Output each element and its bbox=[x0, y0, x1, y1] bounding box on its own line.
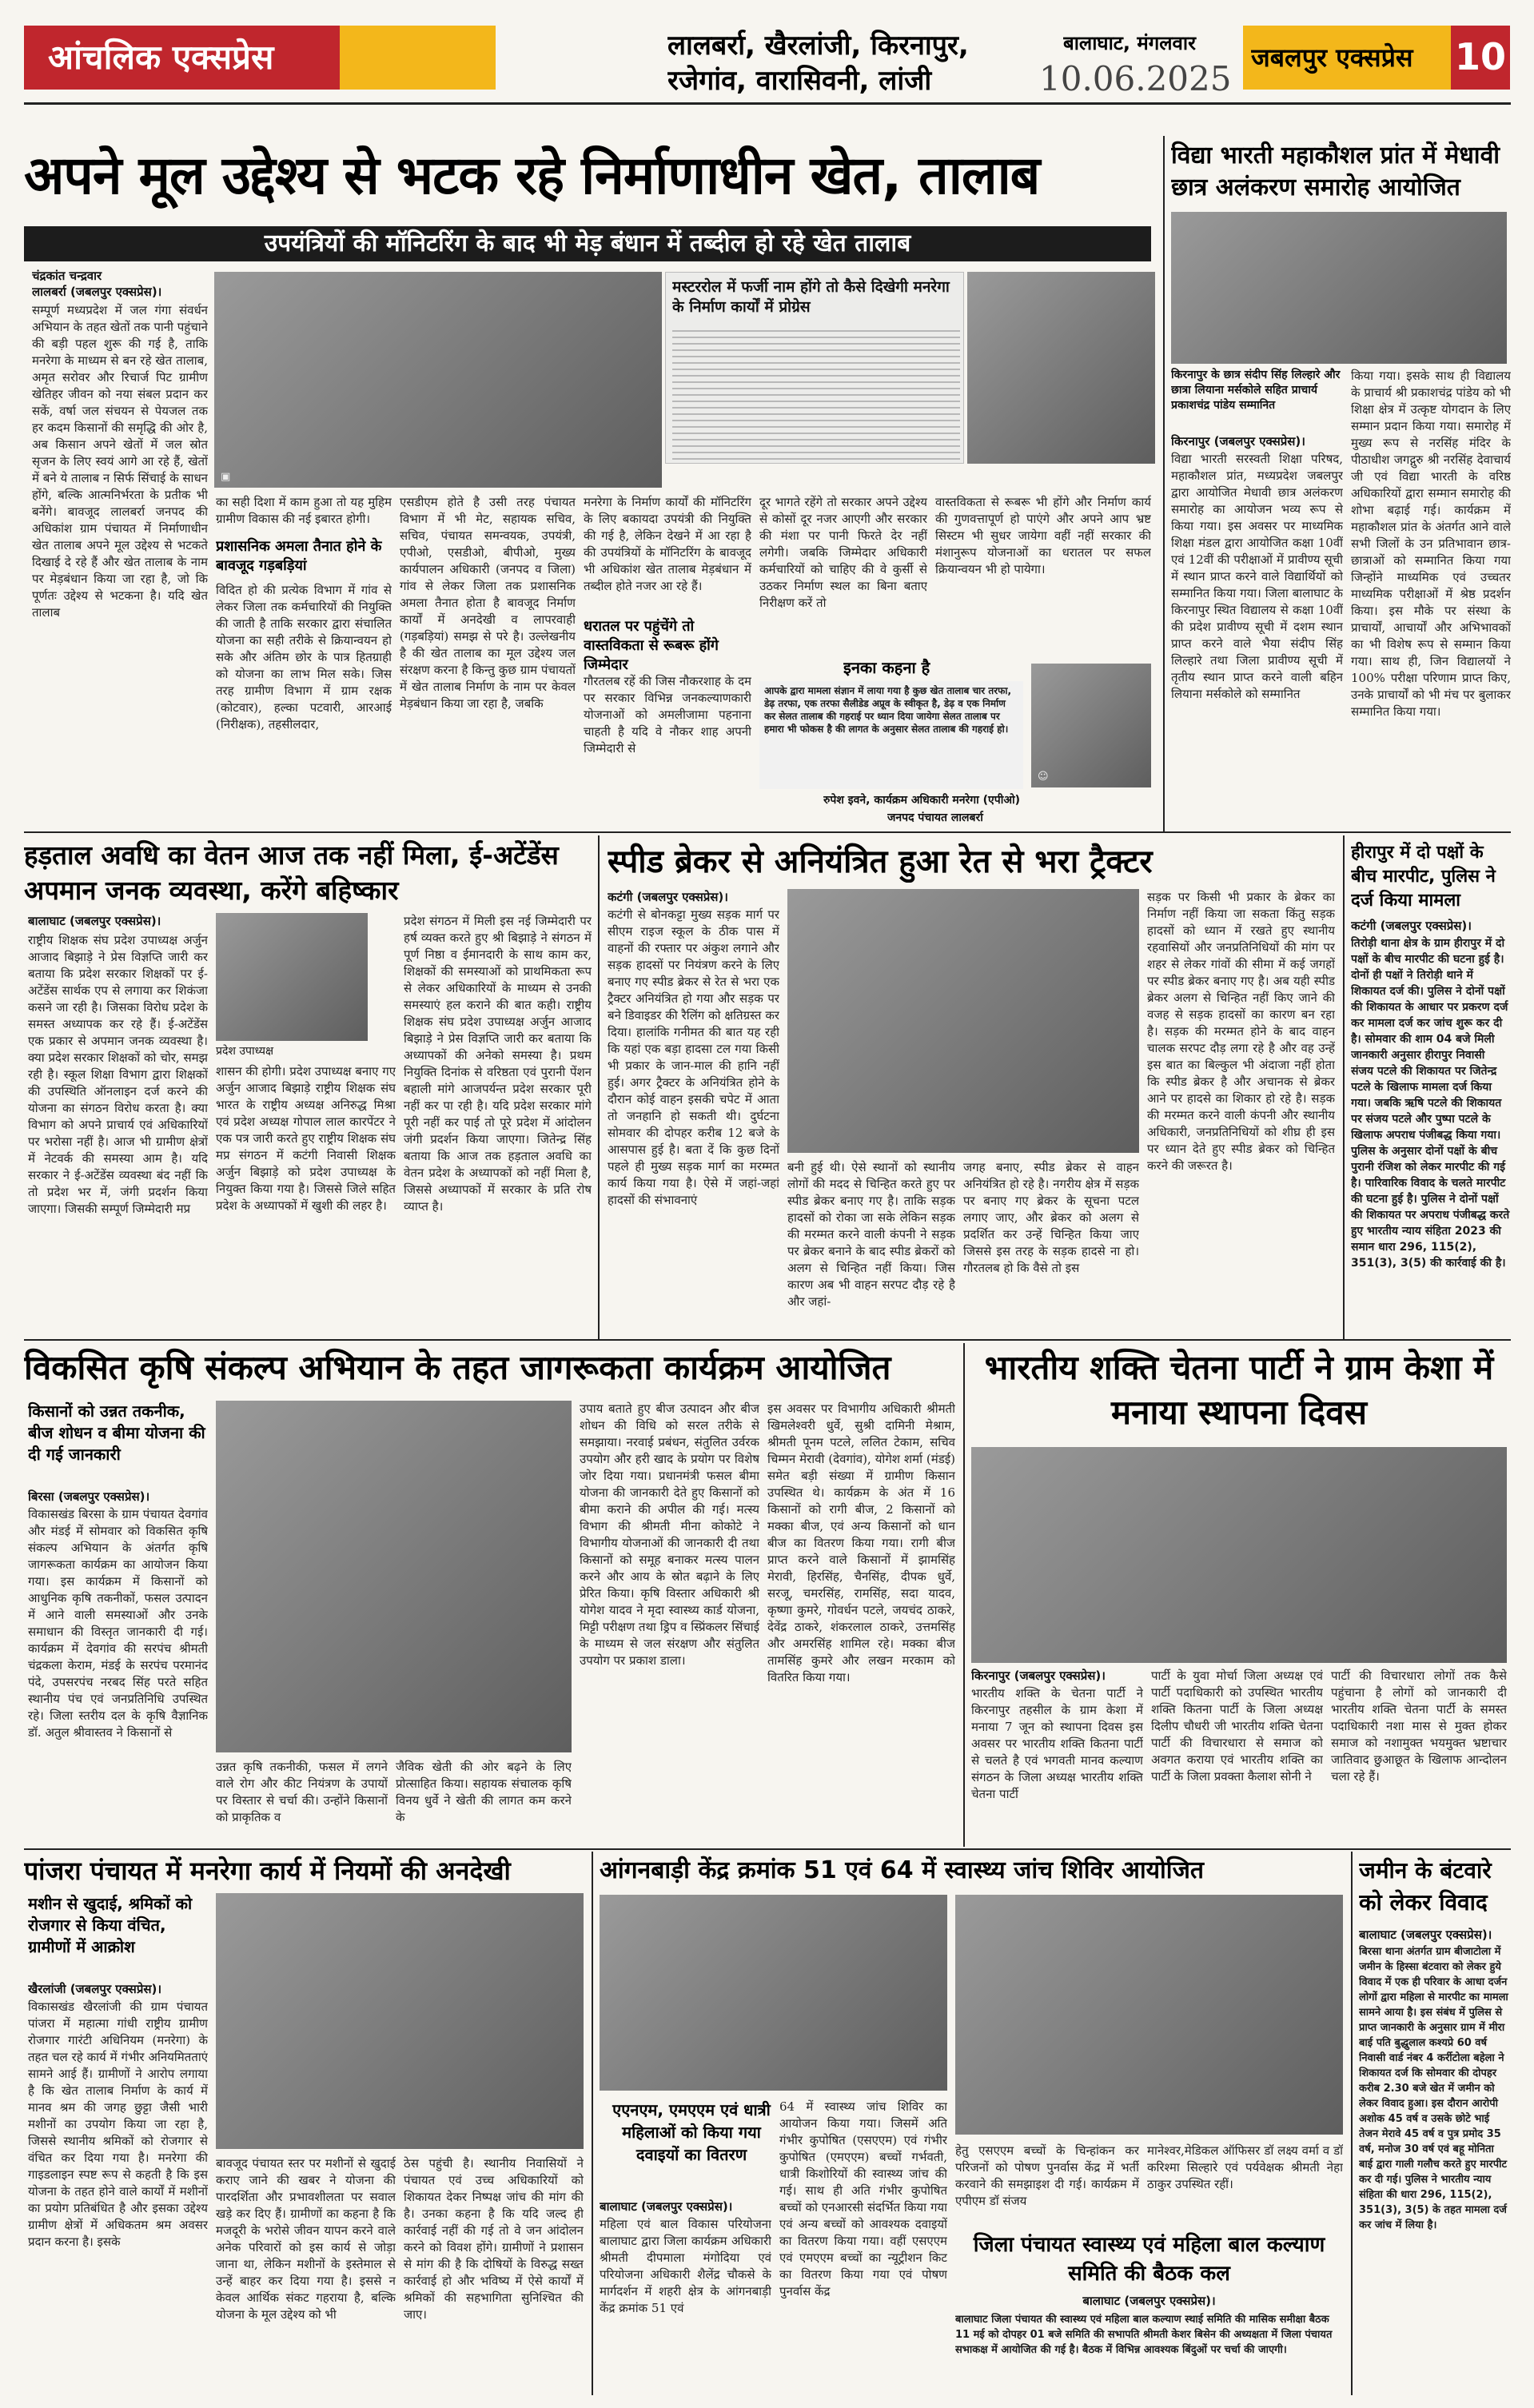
lead-byline-place: लालबर्रा (जबलपुर एक्सप्रेस)। bbox=[32, 285, 162, 299]
anganwadi-subhead: एएनएम, एमएएम एवं धात्री महिलाओं को किया गया दवाइयों का वितरण bbox=[612, 2100, 771, 2164]
panjra-photo bbox=[216, 1893, 584, 2149]
divider-anganwadi-jameen bbox=[1351, 1852, 1353, 2395]
lead-col-3: एसडीएम होते है उसी तरह पंचायत विभाग में भी मेट, सहायक सचिव, सचिव, पंचायत समन्वयक, उपयंत्री, एपीओ, एसडीओ, बीपीओ, मुख्य कार्यपालन अधिकारी (जनपद व जिला) गांव से लेकर जिला तक प्रशासनिक अमला तैनात होता है बावजूद निर्माण कार्यों में अनदेखी व लापरवाही (गड़बड़ियां) समझ से परे है। उल्लेखनीय है की खेत तालाब का मूल उद्देश्य जल संरक्षण करना है किन्तु कुछ ग्राम पंचायतों में खेत तालाब निर्माण के नाम पर केवल मेड़बंधान किया जा रहा है, जबकि bbox=[400, 495, 576, 711]
section-banner-accent bbox=[340, 26, 496, 90]
issue-date: 10.06.2025 bbox=[1039, 59, 1232, 98]
anganwadi-byline: बालाघाट (जबलपुर एक्सप्रेस)। bbox=[600, 2199, 733, 2214]
speed-col-1: कटंगी से बोनकट्टा मुख्य सड़क मार्ग पर सीएम राइज स्कूल के ठीक पास में वाहनों की रफ्तार पर अंकुश लगाने और सड़क हादसों पर नियंत्रण करने के लिए बनाए गए स्पीड ब्रेकर से रेत से भरा एक ट्रैक्टर अनियंत्रित हो गया और सड़क पर बने डिवाइडर की रैलिंग को क्षतिग्रस्त कर दिया। हालांकि गनीमत की बात यह रही कि यहां एक बड़ा हादसा टल गया किसी भी प्रकार के जान-माल की हानि नहीं हुई। अगर ट्रैक्टर के अनियंत्रित होने के दौरान कोई वाहन इसकी चपेट में आता तो जनहानि हो सकती थी। दुर्घटना सोमवार की दोपहर करीब 12 बजे के आसपास हुई है। बता दें कि कुछ दिनों पहले ही मुख्य सड़क मार्ग का मरम्मत कार्य किया गया है। ऐसे में जहां-जहां हादसों की संभावनाएं bbox=[608, 907, 779, 1207]
anganwadi-col-4: मानेश्वर,मेडिकल ऑफिसर डॉ लक्ष्य वर्मा व डॉ करिश्मा सिल्हारे एवं पर्यवेक्षक श्रीमती नेहा ठाकुर उपस्थित रहीं। bbox=[1147, 2143, 1343, 2191]
krishi-headline: विकसित कृषि संकल्प अभियान के तहत जागरूकता कार्यक्रम आयोजित bbox=[24, 1348, 891, 1387]
speed-col-2: बनी हुई थी। ऐसे स्थानों को स्थानीय लोगों की मदद से चिन्हित करते हुए पर स्पीड ब्रेकर बनाए गए है। ताकि सड़क हादसों को रोका जा सके लेकिन सड़क की मरम्मत करने वाली कंपनी ने सड़क पर ब्रेकर बनाने के बाद स्पीड ब्रेकरों को अलग से चिन्हित नहीं किया। जिस कारण अब भी वाहन सरपट दौड़ रहे है और जहां- bbox=[787, 1160, 955, 1309]
divider-strike-speed bbox=[598, 835, 600, 1339]
speed-byline: कटंगी (जबलपुर एक्सप्रेस)। bbox=[608, 890, 728, 904]
panjra-col-3: ठेस पहुंची है। स्थानीय निवासियों ने पंचायत एवं उच्च अधिकारियों को शिकायत देकर निष्पक्ष जांच की मांग की है। उनका कहना है कि यदि जल्द ही कार्रवाई नहीं की गई तो वे जन आंदोलन करने को विवश होंगे। ग्रामीणों ने प्रशासन से मांग की है कि दोषियों के विरुद्ध सख्त कार्रवाई हो और भविष्य में ऐसे कार्यों में श्रमिकों की सहभागिता सुनिश्चित की जाए। bbox=[404, 2156, 584, 2322]
strike-headline: हड़ताल अवधि का वेतन आज तक नहीं मिला, ई-अटेंडेंस अपमान जनक व्यवस्था, करेंगे बहिष्कार bbox=[24, 839, 559, 906]
bsc-byline: किरनापुर (जबलपुर एक्सप्रेस)। bbox=[971, 1668, 1106, 1683]
lead-subhead: उपयंत्रियों की मॉनिटरिंग के बाद भी मेड़ बंधान में तब्दील हो रहे खेत तालाब bbox=[264, 229, 911, 257]
lead-col-4b: गौरतलब रहें की जिस नौकरशाह के दम पर सरकार विभिन्न जनकल्याणकारी योजनाओं को अमलीजामा पहनाना चाहती है यदि वे नौकर शाह अपनी जिम्मेदारी से bbox=[584, 674, 751, 755]
anganwadi-headline: आंगनबाड़ी केंद्र क्रमांक 51 एवं 64 में स्वास्थ्य जांच शिविर आयोजित bbox=[600, 1856, 1204, 1884]
lead-col-4-subhead: धरातल पर पहुंचेंगे तो वास्तविकता से रूबरू होंगे जिम्मेदार bbox=[584, 618, 719, 673]
divider-row2 bbox=[24, 831, 1511, 833]
divider-panjra-anganwadi bbox=[592, 1852, 593, 2395]
quote-box bbox=[759, 681, 1023, 789]
jameen-headline: जमीन के बंटवारे को लेकर विवाद bbox=[1359, 1857, 1492, 1916]
anganwadi-photo-2 bbox=[955, 1895, 1343, 2135]
panjra-headline: पांजरा पंचायत में मनरेगा कार्य में नियमों की अनदेखी bbox=[24, 1856, 511, 1886]
paper-name: जबलपुर एक्सप्रेस bbox=[1251, 42, 1413, 73]
jameen-text: बिरसा थाना अंतर्गत ग्राम बीजाटोला में जमीन के हिस्सा बंटवारा को लेकर हुये विवाद में एक ही परिवार के आधा दर्जन लोगों द्वारा महिला से मारपीट का मामला सामने आया है। इस संबंध में पुलिस से प्राप्त जानकारी के अनुसार ग्राम में मीरा बाई पति बुद्धुलाल कश्यप्रे 60 वर्ष निवासी वार्ड नंबर 4 कर्रीटोला बहेला ने शिकायत दर्ज कि सोमवार की दोपहर करीब 2.30 बजे खेत में जमीन को लेकर विवाद हुआ। इस दौरान आरोपी अशोक 45 वर्ष व उसके छोटे भाई तेजन मेरावे 45 वर्ष व पुत्र प्रमोद 35 वर्ष, मनोज 30 वर्ष एवं बहू मोनिता बाई द्वारा गाली गलौच करते हुए मारपीट कर दी गई। पुलिस ने भारतीय न्याय संहिता की धारा 296, 115(2), 351(3), 3(5) के तहत मामला दर्ज कर जांच में लिया है। bbox=[1359, 1946, 1508, 2231]
lead-byline-name: चंद्रकांत चन्द्रवार bbox=[32, 269, 102, 283]
divider-speed-heerapur bbox=[1343, 835, 1345, 1339]
krishi-photo-collage bbox=[216, 1401, 572, 1752]
heerapur-text: तिरोड़ी थाना क्षेत्र के ग्राम हीरापुर में दो पक्षों के बीच मारपीट की घटना हुई है। दोनों ही पक्षों ने तिरोड़ी थाने में शिकायत दर्ज की। पुलिस ने दोनों पक्षों की शिकायत के आधार पर प्रकरण दर्ज कर मामला दर्ज कर जांच शुरू कर दी है। सोमवार की शाम 04 बजे मिली जानकारी अनुसार हीरापुर निवासी संजय पटले की शिकायत पर जितेन्द्र पटले के खिलाफ मामला दर्ज किया गया। जबकि ऋषि पटले की शिकायत पर संजय पटले और पुष्पा पटले के खिलाफ अपराध पंजीबद्ध किया गया। पुलिस के अनुसार दोनों पक्षों के बीच पुरानी रंजिश को लेकर मारपीट की गई है। पारिवारिक विवाद के चलते मारपीट की घटना हुई है। पुलिस ने दोनों पक्षों की शिकायत पर अपराध पंजीबद्ध करते हुए भारतीय न्याय संहिता 2023 की समान धारा 296, 115(2), 351(3), 3(5) की कार्रवाई की है। bbox=[1351, 937, 1510, 1270]
vidya-headline: विद्या भारती महाकौशल प्रांत में मेधावी छात्र अलंकरण समारोह आयोजित bbox=[1171, 142, 1500, 201]
person-icon: ☺ bbox=[1038, 771, 1049, 783]
zila-byline: बालाघाट (जबलपुर एक्सप्रेस)। bbox=[1082, 2294, 1216, 2308]
lead-col-2-subhead: प्रशासनिक अमला तैनात होने के बावजूद गड़बड़ियां bbox=[216, 538, 382, 574]
quote-org: जनपद पंचायत लालबर्रा bbox=[887, 811, 983, 824]
bsc-col-2: पार्टी के युवा मोर्चा जिला अध्यक्ष एवं पार्टी पदाधिकारी को उपस्थित भारतीय शक्ति कितना पार्टी के जिला अध्यक्ष दिलीप चौधरी जी भारतीय शक्ति चेतना पार्टी की विचारधारा से समाज को अवगत कराया एवं भारतीय शक्ति का पार्टी के जिला प्रवक्ता कैलाश सोनी ने bbox=[1151, 1668, 1323, 1784]
anganwadi-col-2: 64 में स्वास्थ्य जांच शिविर का आयोजन किया गया। जिसमें अति गंभीर कुपोषित (एसएएम) एवं गंभीर कुपोषित (एमएएम) बच्चों गर्भवती, धात्री किशोरियों की स्वास्थ्य जांच की गई। साथ ही अति गंभीर कुपोषित बच्चों को एनआरसी संदर्भित किया गया एवं अन्य बच्चों को आवश्यक दवाइयों का वितरण किया गया। वहीं एसएएम एवं एमएएम बच्चों का न्यूट्रीशन किट का वितरण किया गया एवं पोषण पुनर्वास केंद्र bbox=[779, 2099, 947, 2298]
divider-row4 bbox=[24, 1848, 1511, 1850]
places-line1: लालबर्रा, खैरलांजी, किरनापुर, bbox=[667, 30, 969, 62]
jameen-byline: बालाघाट (जबलपुर एक्सप्रेस)। bbox=[1359, 1928, 1492, 1942]
quote-portrait bbox=[1031, 664, 1151, 787]
bsc-col-3: पार्टी की विचारधारा लोगों तक कैसे पहुंचाना है लोगों को जानकारी दी भारतीय शक्ति चेतना पार्टी के समस्त पदाधिकारी नशा मास से मुक्त होकर समाज को नशामुक्त भयमुक्त भ्रष्टाचार जातिवाद छुआछूत के खिलाफ आन्दोलन चला रहे हैं। bbox=[1331, 1668, 1507, 1784]
vidya-byline: किरनापुर (जबलपुर एक्सप्रेस)। bbox=[1171, 434, 1305, 449]
panjra-col-2: बावजूद पंचायत स्तर पर मशीनों से खुदाई कराए जाने की खबर ने योजना की पारदर्शिता और प्रभावशीलता पर सवाल खड़े कर दिए हैं। ग्रामीणों का कहना है कि मजदूरी के भरोसे जीवन यापन करने वाले अनेक परिवारों को इस कार्य से जोड़ा जाना था, लेकिन मशीनों के इस्तेमाल से उन्हें बाहर कर दिया गया है। इससे न केवल आर्थिक संकट गहराया है, बल्कि योजना के मूल उद्देश्य को भी bbox=[216, 2156, 396, 2322]
zila-text: बालाघाट जिला पंचायत की स्वास्थ्य एवं महिला बाल कल्याण स्थाई समिति की मासिक समीक्षा बैठक 11 मई को दोपहर 01 बजे समिति की सभापति श्रीमती केशर बिसेन की अध्यक्षता में जिला पंचायत सभाकक्ष में आयोजित की गई है। बैठक में विभिन्न आवश्यक बिंदुओं पर चर्चा की जाएगी। bbox=[955, 2314, 1333, 2356]
quote-by: रुपेश इवने, कार्यक्रम अधिकारी मनरेगा (एपीओ) bbox=[823, 794, 1021, 807]
strike-portrait bbox=[216, 913, 368, 1041]
page-number: 10 bbox=[1454, 35, 1506, 78]
speed-col-3: जगह बनाए, स्पीड ब्रेकर से वाहन अनियंत्रित हो रहे है। नगरीय क्षेत्र में सड़क पर बनाए गए ब्रेकर के सूचना पटल लगाए जाए, और ब्रेकर को अलग से प्रदर्शित कर उन्हें चिन्हित किया जाए जिससे इस तरह के सड़क हादसे ना हो। गौरतलब हो कि वैसे तो इस bbox=[963, 1160, 1139, 1275]
strike-col-2: शासन की होगी। प्रदेश उपाध्यक्ष बनाए गए अर्जुन आजाद बिझाड़े राष्ट्रीय शिक्षक संघ भारत के राष्ट्रीय अध्यक्ष अनिरुद्ध मिश्रा एवं प्रदेश अध्यक्ष गोपाल लाल कारपेंटर ने एक पत्र जारी करते हुए राष्ट्रीय शिक्षक संघ मप्र संगठन में कटंगी निवासी शिक्षक अर्जुन बिझाड़े को प्रदेश उपाध्यक्ष के नियुक्त किया गया है। जिससे जिले सहित प्रदेश के अध्यापकों में खुशी की लहर है। bbox=[216, 1064, 396, 1213]
clipping-body bbox=[672, 325, 960, 460]
zila-headline: जिला पंचायत स्वास्थ्य एवं महिला बाल कल्याण समिति की बैठक कल bbox=[973, 2233, 1325, 2286]
bsc-headline: भारतीय शक्ति चेतना पार्टी ने ग्राम केशा में मनाया स्थापना दिवस bbox=[984, 1348, 1494, 1432]
lead-col-2: का सही दिशा में काम हुआ तो यह मुहिम ग्रामीण विकास की नई इबारत होगी। bbox=[216, 495, 392, 526]
panjra-byline: खैरलांजी (जबलपुर एक्सप्रेस)। bbox=[28, 1982, 162, 1996]
anganwadi-photo-1 bbox=[600, 1895, 947, 2091]
masthead-rule bbox=[24, 102, 1511, 105]
heerapur-byline: कटंगी (जबलपुर एक्सप्रेस)। bbox=[1351, 919, 1472, 933]
vidya-col-2: किया गया। इसके साथ ही विद्यालय के प्राचार्य श्री प्रकाशचंद्र पांडेय को भी शिक्षा क्षेत्र में उत्कृष्ट योगदान के लिए सम्मान प्रदान किया गया। समारोह में मुख्य रूप से नरसिंह मंदिर के पीठाधीश जगद्गुरु श्री नरसिंह देवाचार्य जी एवं विद्या भारती के वरिष्ठ अधिकारियों द्वारा सम्मान समारोह की शोभा बढ़ाई गई। कार्यक्रम में महाकौशल प्रांत के अंतर्गत आने वाले सभी जिलों के उन प्रतिभावान छात्र-छात्राओं को सम्मानित किया गया जिन्होंने माध्यमिक एवं उच्चतर माध्यमिक परीक्षाओं में श्रेष्ठ प्रदर्शन किया। इस मौके पर संस्था के प्राचार्यों, आचार्यों और अभिभावकों का भी विशेष रूप से सम्मान किया गया। साथ ही, जिन विद्यालयों ने 100% परीक्षा परिणाम प्राप्त किए, उनके प्राचार्यों को भी मंच पर बुलाकर सम्मानित किया गया। bbox=[1351, 369, 1511, 719]
panjra-subhead: मशीन से खुदाई, श्रमिकों को रोजगार से किया वंचित, ग्रामीणों में आक्रोश bbox=[28, 1894, 193, 1956]
lead-clipping bbox=[665, 272, 964, 464]
krishi-subhead: किसानों को उन्नत तकनीक, बीज शोधन व बीमा योजना की दी गई जानकारी bbox=[28, 1401, 205, 1464]
lead-col-1: सम्पूर्ण मध्यप्रदेश में जल गंगा संवर्धन अभियान के तहत खेतों तक पानी पहुंचाने की बड़ी पहल शुरू की गई है, ताकि मनरेगा के माध्यम से बन रहे खेत तालाब, अमृत सरोवर और रिचार्ज पिट ग्रामीण खेतिहर जीवन को नया संबल प्रदान कर सकें, वर्षा जल संचयन से पेयजल तक हर कदम किसानों की समृद्धि की ओर है, अब किसान अपने खेतों में जल स्रोत सृजन के लिए स्वयं आगे आ रहे हैं, खेतों में बने ये तालाब न सिर्फ सिंचाई के साधन होंगे, बल्कि आत्मनिर्भरता के प्रतीक भी बनेंगे। बावजूद लालबर्रा जनपद की अधिकांश ग्राम पंचायत में निर्माणाधीन खेत तालाब अपने मूल उद्देश्य से भटकते दिखाई दे रहे हैं और खेत तालाब के नाम पर मेड़बंधान किया जा रहा है, जो कि पूर्णतः उद्देश्य से भटकना है। यदि खेत तालाब bbox=[32, 303, 208, 620]
lead-col-2b: विदित हो की प्रत्येक विभाग में गांव से लेकर जिला तक कर्मचारियों की नियुक्ति की जाती है ताकि सरकार द्वारा संचालित योजना का सही तरीके से क्रियान्वयन हो सके और अंतिम छोर के पात्र हितग्राही को योजना का लाभ मिल सके। जिस तरह ग्रामीण विभाग में ग्राम रक्षक (कोटवार), हल्का पटवारी, आरआई (निरीक्षक), तहसीलदार, bbox=[216, 583, 392, 732]
lead-col-4: मनरेगा के निर्माण कार्यों की मॉनिटरिंग के लिए बकायदा उपयंत्री की नियुक्ति की गई है, लेकिन देखने में आ रहा है की उपयंत्रियों के मॉनिटरिंग के बावजूद भी अधिकांश खेत तालाब मेड़बंधान में तब्दील होते नजर आ रहे हैं। bbox=[584, 495, 751, 593]
krishi-col-3: उपाय बताते हुए बीज उत्पादन और बीज शोधन की विधि को सरल तरीके से समझाया। नरवाई प्रबंधन, संतुलित उर्वरक उपयोग और हरी खाद के प्रयोग पर विशेष जोर दिया गया। प्रधानमंत्री फसल बीमा योजना की जानकारी देते हुए किसानों को बीमा कराने की अपील की गई। मत्स्य विभाग की श्रीमती मीना कोकोटे ने विभागीय योजनाओं की जानकारी दी तथा किसानों को समूह बनाकर मत्स्य पालन करने और आय के स्रोत बढ़ाने के लिए प्रेरित किया। कृषि विस्तार अधिकारी श्री योगेश यादव ने मृदा स्वास्थ्य कार्ड योजना, मिट्टी परीक्षण तथा ड्रिप व स्प्रिंकलर सिंचाई के माध्यम से जल संरक्षण और संतुलित उपयोग पर प्रकाश डाला। bbox=[580, 1401, 759, 1668]
vidya-caption: किरनापुर के छात्र संदीप सिंह लिल्हारे और छात्रा लियाना मर्सकोले सहित प्राचार्य प्रकाशचंद्र पांडेय सम्मानित bbox=[1171, 369, 1341, 412]
vidya-col-1: विद्या भारती सरस्वती शिक्षा परिषद, महाकौशल प्रांत, मध्यप्रदेश जबलपुर द्वारा आयोजित मेधावी छात्र अलंकरण समारोह का आयोजन भव्य रूप से किया गया। इस अवसर पर माध्यमिक शिक्षा मंडल द्वारा आयोजित कक्षा 10वीं एवं 12वीं की परीक्षाओं में प्रावीण्य सूची में स्थान प्राप्त करने वाले विद्यार्थियों को सम्मानित किया गया। जिला बालाघाट के किरनापुर स्थित विद्यालय से कक्षा 10वीं की प्रदेश प्रावीण्य सूची में दशम स्थान प्राप्त करने वाले भैया संदीप सिंह लिल्हारे तथा जिला प्रावीण्य सूची में तृतीय स्थान प्राप्त करने वाली बहिन लियाना मर्सकोले को सम्मानित bbox=[1171, 452, 1343, 701]
strike-byline: बालाघाट (जबलपुर एक्सप्रेस)। bbox=[28, 914, 161, 928]
quote-text: आपके द्वारा मामला संज्ञान में लाया गया है कुछ खेत तालाब चार तरफा, डेढ़ तरफा, एक तरफा सैलीडेड अप्रूव के स्वीकृत है, डेढ़ व एक निर्माण कर सेलत तालाब की गहराई पर ध्यान दिया जायेगा सेलत तालाब पर हमारा भी फोकस है की लागत के अनुसार सेलत तालाब की गहराई हो। bbox=[764, 685, 1012, 735]
divider-row3 bbox=[24, 1339, 1511, 1341]
vidya-photo bbox=[1171, 212, 1507, 364]
quote-title: इनका कहना है bbox=[843, 658, 930, 677]
anganwadi-col-3: हेतु एसएएम बच्चों के चिन्हांकन कर परिजनों को पोषण पुनर्वास केंद्र में भर्ती करवाने की समझाइश दी गई। कार्यक्रम में एपीएम डॉ संजय bbox=[955, 2143, 1139, 2208]
speed-col-4: सड़क पर किसी भी प्रकार के ब्रेकर का निर्माण नहीं किया जा सकता किंतु सड़क हादसों को ध्यान में रखते हुए स्थानीय रहवासियों और जनप्रतिनिधियों की मांग पर शहर से लेकर गांवों की सीमा में कई जगहों पर स्पीड ब्रेकर बनाए गए है। अब यही स्पीड ब्रेकर अलग से चिन्हित नहीं किए जाने की वजह से सड़क हादसों का कारण बन रहा है। सड़क की मरम्मत होने के बाद वाहन चालक सरपट दौड़ लगा रहे है और वह उन्हें इस बात का बिल्कुल भी अंदाजा नहीं होता कि स्पीड ब्रेकर है और अचानक से ब्रेकर आने पर हादसे का शिकार हो रहे है। सड़क की मरम्मत करने वाली कंपनी और स्थानीय अधिकारी, जनप्रतिनिधियों को शीघ्र ही इस पर ध्यान देते हुए स्पीड ब्रेकर को चिन्हित करने की जरूरत है। bbox=[1147, 890, 1335, 1173]
clipping-headline: मस्टररोल में फर्जी नाम होंगे तो कैसे दिखेगी मनरेगा के निर्माण कार्यों में प्रोग्रेस bbox=[672, 278, 950, 316]
krishi-byline: बिरसा (जबलपुर एक्सप्रेस)। bbox=[28, 1489, 150, 1504]
lead-col-6: वास्तविकता से रूबरू भी होंगे और निर्माण कार्य की गुणवत्तापूर्ण हो पाएंगे और अपने आप भ्रष्ट सिस्टम भी सुधर जायेगा वहीं नहीं सरकार की मंशानुरूप योजनाओं का धरातल पर सफल क्रियान्वयन भी हो पायेगा। bbox=[935, 495, 1151, 576]
lead-photo-site bbox=[967, 272, 1155, 464]
krishi-col-2: उन्नत कृषि तकनीकी, फसल में लगने वाले रोग और कीट नियंत्रण के उपायों पर विस्तार से चर्चा की। उन्होंने किसानों को प्राकृतिक व bbox=[216, 1760, 388, 1824]
krishi-col-3b: जैविक खेती की ओर बढ़ने के लिए प्रोत्साहित किया। सहायक संचालक कृषि विनय धुर्वे ने खेती की लागत कम करने के bbox=[396, 1760, 572, 1824]
bsc-col-1: भारतीय शक्ति के चेतना पार्टी ने किरनापुर तहसील के ग्राम केशा में मनाया 7 जून को स्थापना दिवस इस अवसर पर भारतीय शक्ति कितना पार्टी से चलते है एवं भगवती मानव कल्याण संगठन के जिला अध्यक्ष भारतीय शक्ति चेतना पार्टी bbox=[971, 1686, 1143, 1801]
heerapur-headline: हीरापुर में दो पक्षों के बीच मारपीट, पुलिस ने दर्ज किया मामला bbox=[1351, 843, 1496, 911]
section-title: आंचलिक एक्सप्रेस bbox=[48, 38, 274, 77]
divider-krishi-bsc bbox=[963, 1343, 965, 1847]
panjra-col-1: विकासखंड खैरलांजी की ग्राम पंचायत पांजरा में महात्मा गांधी राष्ट्रीय ग्रामीण रोजगार गारंटी अधिनियम (मनरेगा) के तहत चल रहे कार्य में गंभीर अनियमितताएं सामने आई हैं। ग्रामीणों ने आरोप लगाया है कि खेत तालाब निर्माण के कार्य में मानव श्रम की जगह छुट्टा जैसी भारी मशीनों का उपयोग किया जा रहा है, जिससे स्थानीय श्रमिकों को रोजगार से वंचित कर दिया गया है। मनरेगा की गाइडलाइन स्पष्ट रूप से कहती है कि इस योजना के तहत होने वाले कार्यों में मशीनों का प्रयोग प्रतिबंधित है और इसका उद्देश्य ग्रामीण क्षेत्रों में अधिकतम श्रम अवसर प्रदान करना है। इसके bbox=[28, 1999, 208, 2249]
strike-col-3: प्रदेश संगठन में मिली इस नई जिम्मेदारी पर हर्ष व्यक्त करते हुए श्री बिझाड़े ने संगठन में पूर्ण निष्ठा व ईमानदारी के साथ काम कर, शिक्षकों की समस्याओं को प्राथमिकता रूप से लेकर अधिकारियों के माध्यम से उनकी समस्याएं हल कराने की बात कही। राष्ट्रीय शिक्षक संघ प्रदेश उपाध्यक्ष अर्जुन आजाद बिझाड़े ने प्रेस विज्ञप्ति जारी कर बताया कि अध्यापकों की अनेको समस्या है। प्रथम नियुक्ति दिनांक से वरिष्ठता एवं पुरानी पेंशन बहाली मांगे आजपर्यन्त प्रदेश सरकार पूरी नहीं कर पा रही है। यदि प्रदेश सरकार मांगे पूरी नहीं कर पाई तो पूरे प्रदेश में आंदोलन जंगी प्रदर्शन किया जाएगा। जितेन्द्र सिंह बताया कि आज तक हड़ताल अवधि का वेतन प्रदेश के अध्यापकों को नहीं मिला है, जिससे अध्यापकों में सरकार के प्रति रोष व्याप्त है। bbox=[404, 914, 592, 1214]
places-line2: रजेगांव, वारासिवनी, लांजी bbox=[667, 65, 932, 97]
krishi-col-1: विकासखंड बिरसा के ग्राम पंचायत देवगांव और मंडई में सोमवार को विकसित कृषि संकल्प अभियान के अंतर्गत कृषि जागरूकता कार्यक्रम का आयोजन किया गया। इस कार्यक्रम में किसानों को आधुनिक कृषि तकनीकों, फसल उत्पादन में आने वाली समस्याओं और उनके समाधान की विस्तृत जानकारी दी गई। कार्यक्रम में देवगांव की सरपंच श्रीमती चंद्रकला केराम, मंडई के सरपंच परमानंद पंदे, उपसरपंच नरबद सिंह परते सहित स्थानीय पंच एवं जनप्रतिनिधि उपस्थित रहे। जिला स्तरीय दल के कृषि वैज्ञानिक डॉ. अतुल श्रीवास्तव ने किसानों से bbox=[28, 1507, 208, 1740]
lead-photo-field bbox=[214, 272, 662, 488]
city-day: बालाघाट, मंगलवार bbox=[1063, 32, 1196, 54]
speed-headline: स्पीड ब्रेकर से अनियंत्रित हुआ रेत से भरा ट्रैक्टर bbox=[608, 843, 1153, 880]
photo-placeholder-icon: ▣ bbox=[221, 471, 231, 483]
strike-photo-caption: प्रदेश उपाध्यक्ष bbox=[216, 1045, 274, 1058]
bsc-photo bbox=[971, 1447, 1507, 1663]
divider-lead-right bbox=[1163, 136, 1165, 831]
masthead bbox=[0, 0, 1534, 136]
lead-col-5: दूर भागते रहेंगे तो सरकार अपने उद्देश्य से कोसों दूर नजर आएगी और सरकार की मंशा पर पानी फिरते देर नहीं लगेगी। जबकि जिम्मेदार अधिकारी कर्मचारियों को चाहिए की वे कुर्सी से उठकर निर्माण स्थल का बिना बताए निरीक्षण करें तो bbox=[759, 495, 927, 610]
krishi-col-4: इस अवसर पर विभागीय अधिकारी श्रीमती खिमलेश्वरी धुर्वे, सुश्री दामिनी मेश्राम, श्रीमती पूनम पटले, ललित टेकाम, सचिव चिम्मन मेरावी (देवगांव), योगेश शर्मा (मंडई) समेत बड़ी संख्या में ग्रामीण किसान उपस्थित थे। कार्यक्रम के अंत में 16 किसानों को रागी बीज, 2 किसानों को मक्का बीज, एवं अन्य किसानों को धान बीज का वितरण किया गया। रागी बीज प्राप्त करने वाले किसानों में झामसिंह मेरावी, हिरसिंह, चैनसिंह, दीपक धुर्वे, सरजू, चमरसिंह, रामसिंह, सदा यादव, कृष्णा कुमरे, गोवर्धन पटले, जयचंद ठाकरे, देवेंद्र ठाकरे, शंकरलाल ठाकरे, उत्तमसिंह और अमरसिंह शामिल रहे। मक्का बीज तामसिंह कुमरे और लखन मरकाम को वितरित किया गया। bbox=[767, 1401, 955, 1684]
lead-headline: अपने मूल उद्देश्य से भटक रहे निर्माणाधीन खेत, तालाब bbox=[24, 145, 1040, 206]
anganwadi-col-1: महिला एवं बाल विकास परियोजना बालाघाट द्वारा जिला कार्यक्रम अधिकारी श्रीमती दीपमाला मंगोदिया एवं परियोजना अधिकारी शैलेंद्र चौकसे के मार्गदर्शन में शहरी क्षेत्र के आंगनबाड़ी केंद्र क्रमांक 51 एवं bbox=[600, 2217, 771, 2315]
strike-col-1: राष्ट्रीय शिक्षक संघ प्रदेश उपाध्यक्ष अर्जुन आजाद बिझाड़े ने प्रेस विज्ञप्ति जारी कर बताया कि प्रदेश सरकार शिक्षकों पर ई-अटेंडेंस सार्थक एप से लगाया कर शिकंजा कसने जा रही है। जिसका विरोध प्रदेश के समस्त अध्यापक कर रहे हैं। ई-अटेंडेंस एक प्रकार से अपमान जनक व्यवस्था है। क्या प्रदेश सरकार शिक्षकों को चोर, समझ रही है। स्कूल शिक्षा विभाग द्वारा शिक्षकों की उपस्थिति ऑनलाइन दर्ज करने की योजना का संगठन विरोध करता है। क्या विभाग को अपने प्राचार्य एवं अधिकारियों पर भरोसा नहीं है। आज भी ग्रामीण क्षेत्रों में नेटवर्क की समस्या आम है। यदि सरकार ने ई-अटेंडेंस व्यवस्था बंद नहीं कि तो प्रदेश भर में, जंगी प्रदर्शन किया जाएगा। जिसकी सम्पूर्ण जिम्मेदारी मप्र bbox=[28, 933, 208, 1216]
speed-photo-tractor bbox=[787, 889, 1139, 1153]
